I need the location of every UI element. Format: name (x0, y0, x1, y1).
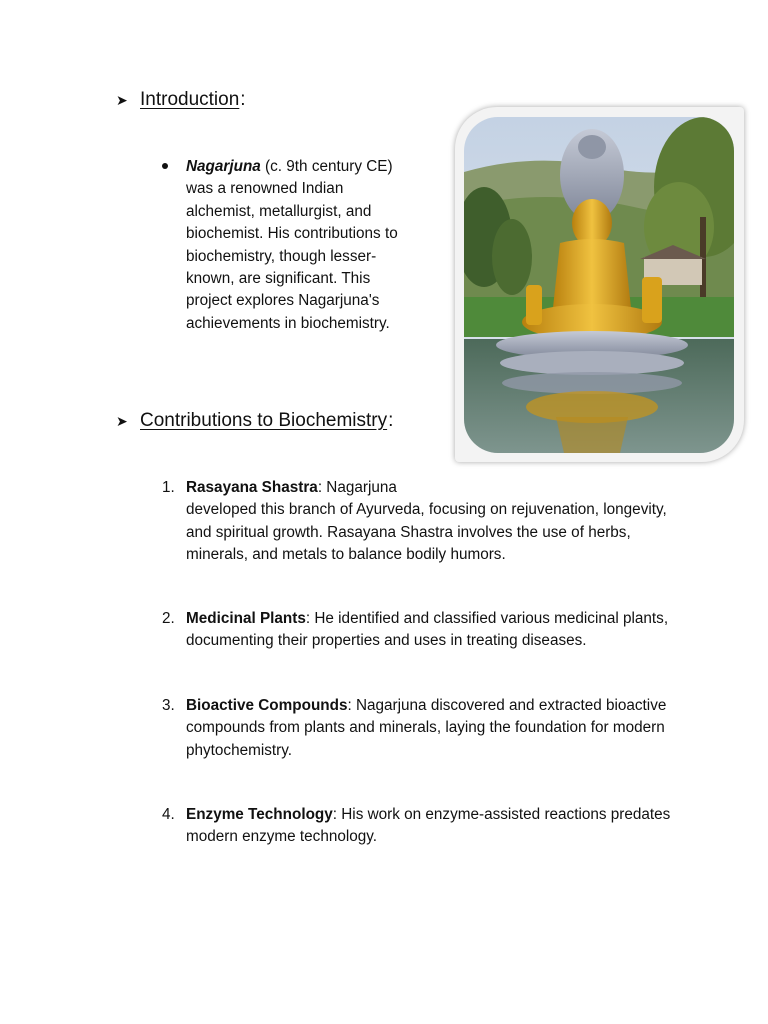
intro-text: (c. 9th century CE) was a renowned Indian alchemist, metallurgist, and biochemist. His contributions to biochemistry, though lesser-known, are significant. This project explores Nagarjuna's achievements in biochemistry. (186, 158, 398, 332)
intro-bullet (162, 156, 412, 335)
item-number: 1. (162, 479, 175, 496)
statue-illustration (464, 117, 734, 453)
heading-text: Introduction (140, 89, 240, 110)
contribution-item-1 (162, 477, 682, 567)
item-number: 3. (162, 697, 175, 714)
section-heading-contributions (116, 410, 393, 432)
item-number: 2. (162, 610, 175, 627)
statue-photo (455, 107, 744, 462)
contribution-item-2 (162, 608, 682, 653)
section-heading-introduction (116, 89, 246, 111)
heading-text: Contributions to Biochemistry (140, 410, 388, 431)
bullet-dot-icon (162, 163, 168, 169)
item-term: Bioactive Compounds (186, 697, 348, 714)
arrow-right-icon: ➤ (116, 91, 128, 108)
heading-colon: : (240, 89, 246, 110)
contribution-item-4 (162, 804, 682, 849)
item-term: Enzyme Technology (186, 806, 333, 823)
item-body (186, 608, 682, 653)
contribution-item-3 (162, 695, 682, 762)
item-body (186, 804, 682, 849)
item-text: : His work on enzyme-assisted reactions predates modern enzyme technology. (186, 806, 671, 846)
arrow-right-icon: ➤ (116, 412, 128, 429)
item-term: Medicinal Plants (186, 610, 306, 627)
item-term: Rasayana Shastra (186, 479, 318, 496)
item-text: : He identified and classified various medicinal plants, documenting their properties and uses in treating diseases. (186, 610, 669, 650)
item-body (186, 477, 682, 567)
item-text: : Nagarjuna discovered and extracted bioactive compounds from plants and minerals, laying the foundation for modern phytochemistry. (186, 697, 667, 759)
intro-bullet-body (186, 156, 412, 335)
heading-colon: : (388, 410, 394, 431)
item-lead: : Nagarjuna (317, 479, 397, 496)
item-body (186, 695, 682, 762)
intro-name: Nagarjuna (186, 158, 261, 175)
item-text: developed this branch of Ayurveda, focusing on rejuvenation, longevity, and spiritual growth. Rasayana Shastra involves the use of herbs, minerals, and metals to balance bodily humors. (186, 501, 667, 564)
item-number: 4. (162, 806, 175, 823)
